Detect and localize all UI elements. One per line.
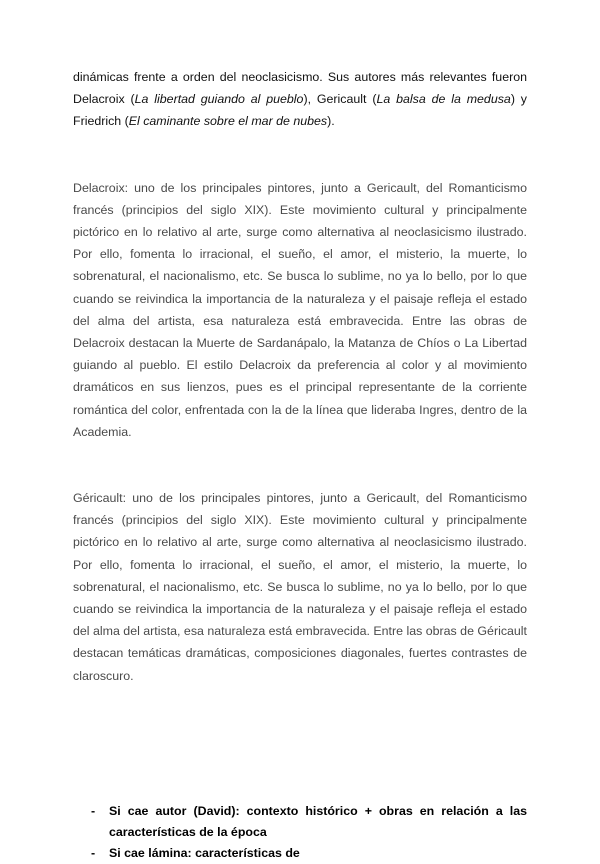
spacer — [73, 687, 527, 801]
bullet-item-autor — [73, 801, 527, 843]
dash-marker: - — [91, 803, 96, 818]
gericault-paragraph: Géricault: uno de los principales pintores, junto a Gericault, del Romanticismo francés (principios del siglo XIX). Este movimiento cultural y principalmente pictórico en lo relativo al arte, surge como alternativa al neoclasicismo ilustrado. Por ello, fomenta lo irracional, el sueño, el amor, el misterio, la muerte, lo sobrenatural, el nacionalismo, etc. Se busca lo sublime, no ya lo bello, por lo que cuando se reivindica la importancia de la naturaleza y el paisaje refleja el estado del alma del artista, esa naturaleza está embravecida. Entre las obras de Géricault destacan temáticas dramáticas, composiciones diagonales, fuertes contrastes de claroscuro. — [73, 491, 527, 683]
intro-text-3: ) y Friedrich ( — [73, 92, 527, 129]
spacer — [73, 133, 527, 177]
document-page — [73, 66, 527, 864]
dash-marker: - — [91, 845, 96, 860]
artwork-title-libertad: La libertad guiando al pueblo — [134, 92, 304, 107]
bullet-item-lamina — [73, 843, 527, 864]
bullet-text: Si cae autor (David): contexto histórico + obras en relación a las características de la época — [109, 803, 527, 839]
artwork-title-balsa: La balsa de la medusa — [376, 92, 511, 107]
delacroix-paragraph: Delacroix: uno de los principales pintores, junto a Gericault, del Romanticismo francés (principios del siglo XIX). Este movimiento cultural y principalmente pictórico en lo relativo al arte, surge como alternativa al neoclasicismo ilustrado. Por ello, fomenta lo irracional, el sueño, el amor, el misterio, la muerte, lo sobrenatural, el nacionalismo, etc. Se busca lo sublime, no ya lo bello, por lo que cuando se reivindica la importancia de la naturaleza y el paisaje refleja el estado del alma del artista, esa naturaleza está embravecida. Entre las obras de Delacroix destacan la Muerte de Sardanápalo, la Matanza de Chíos o La Libertad guiando al pueblo. El estilo Delacroix da preferencia al color y al movimiento dramáticos en sus lienzos, pues es el principal representante de la corriente romántica del color, enfrentada con la de la línea que lideraba Ingres, dentro de la Academia. — [73, 180, 527, 439]
intro-text-4: ). — [327, 114, 335, 129]
intro-text-1: dinámicas frente a orden del neoclasicismo. Sus autores más relevantes fueron Delacroix ( — [73, 70, 527, 107]
intro-paragraph — [73, 66, 527, 133]
bullet-text: Si cae lámina: características de — [109, 845, 300, 860]
spacer — [73, 443, 527, 487]
bullet-list — [73, 801, 527, 864]
artwork-title-caminante: El caminante sobre el mar de nubes — [128, 114, 328, 129]
intro-text-2: ), Gericault ( — [303, 92, 377, 107]
